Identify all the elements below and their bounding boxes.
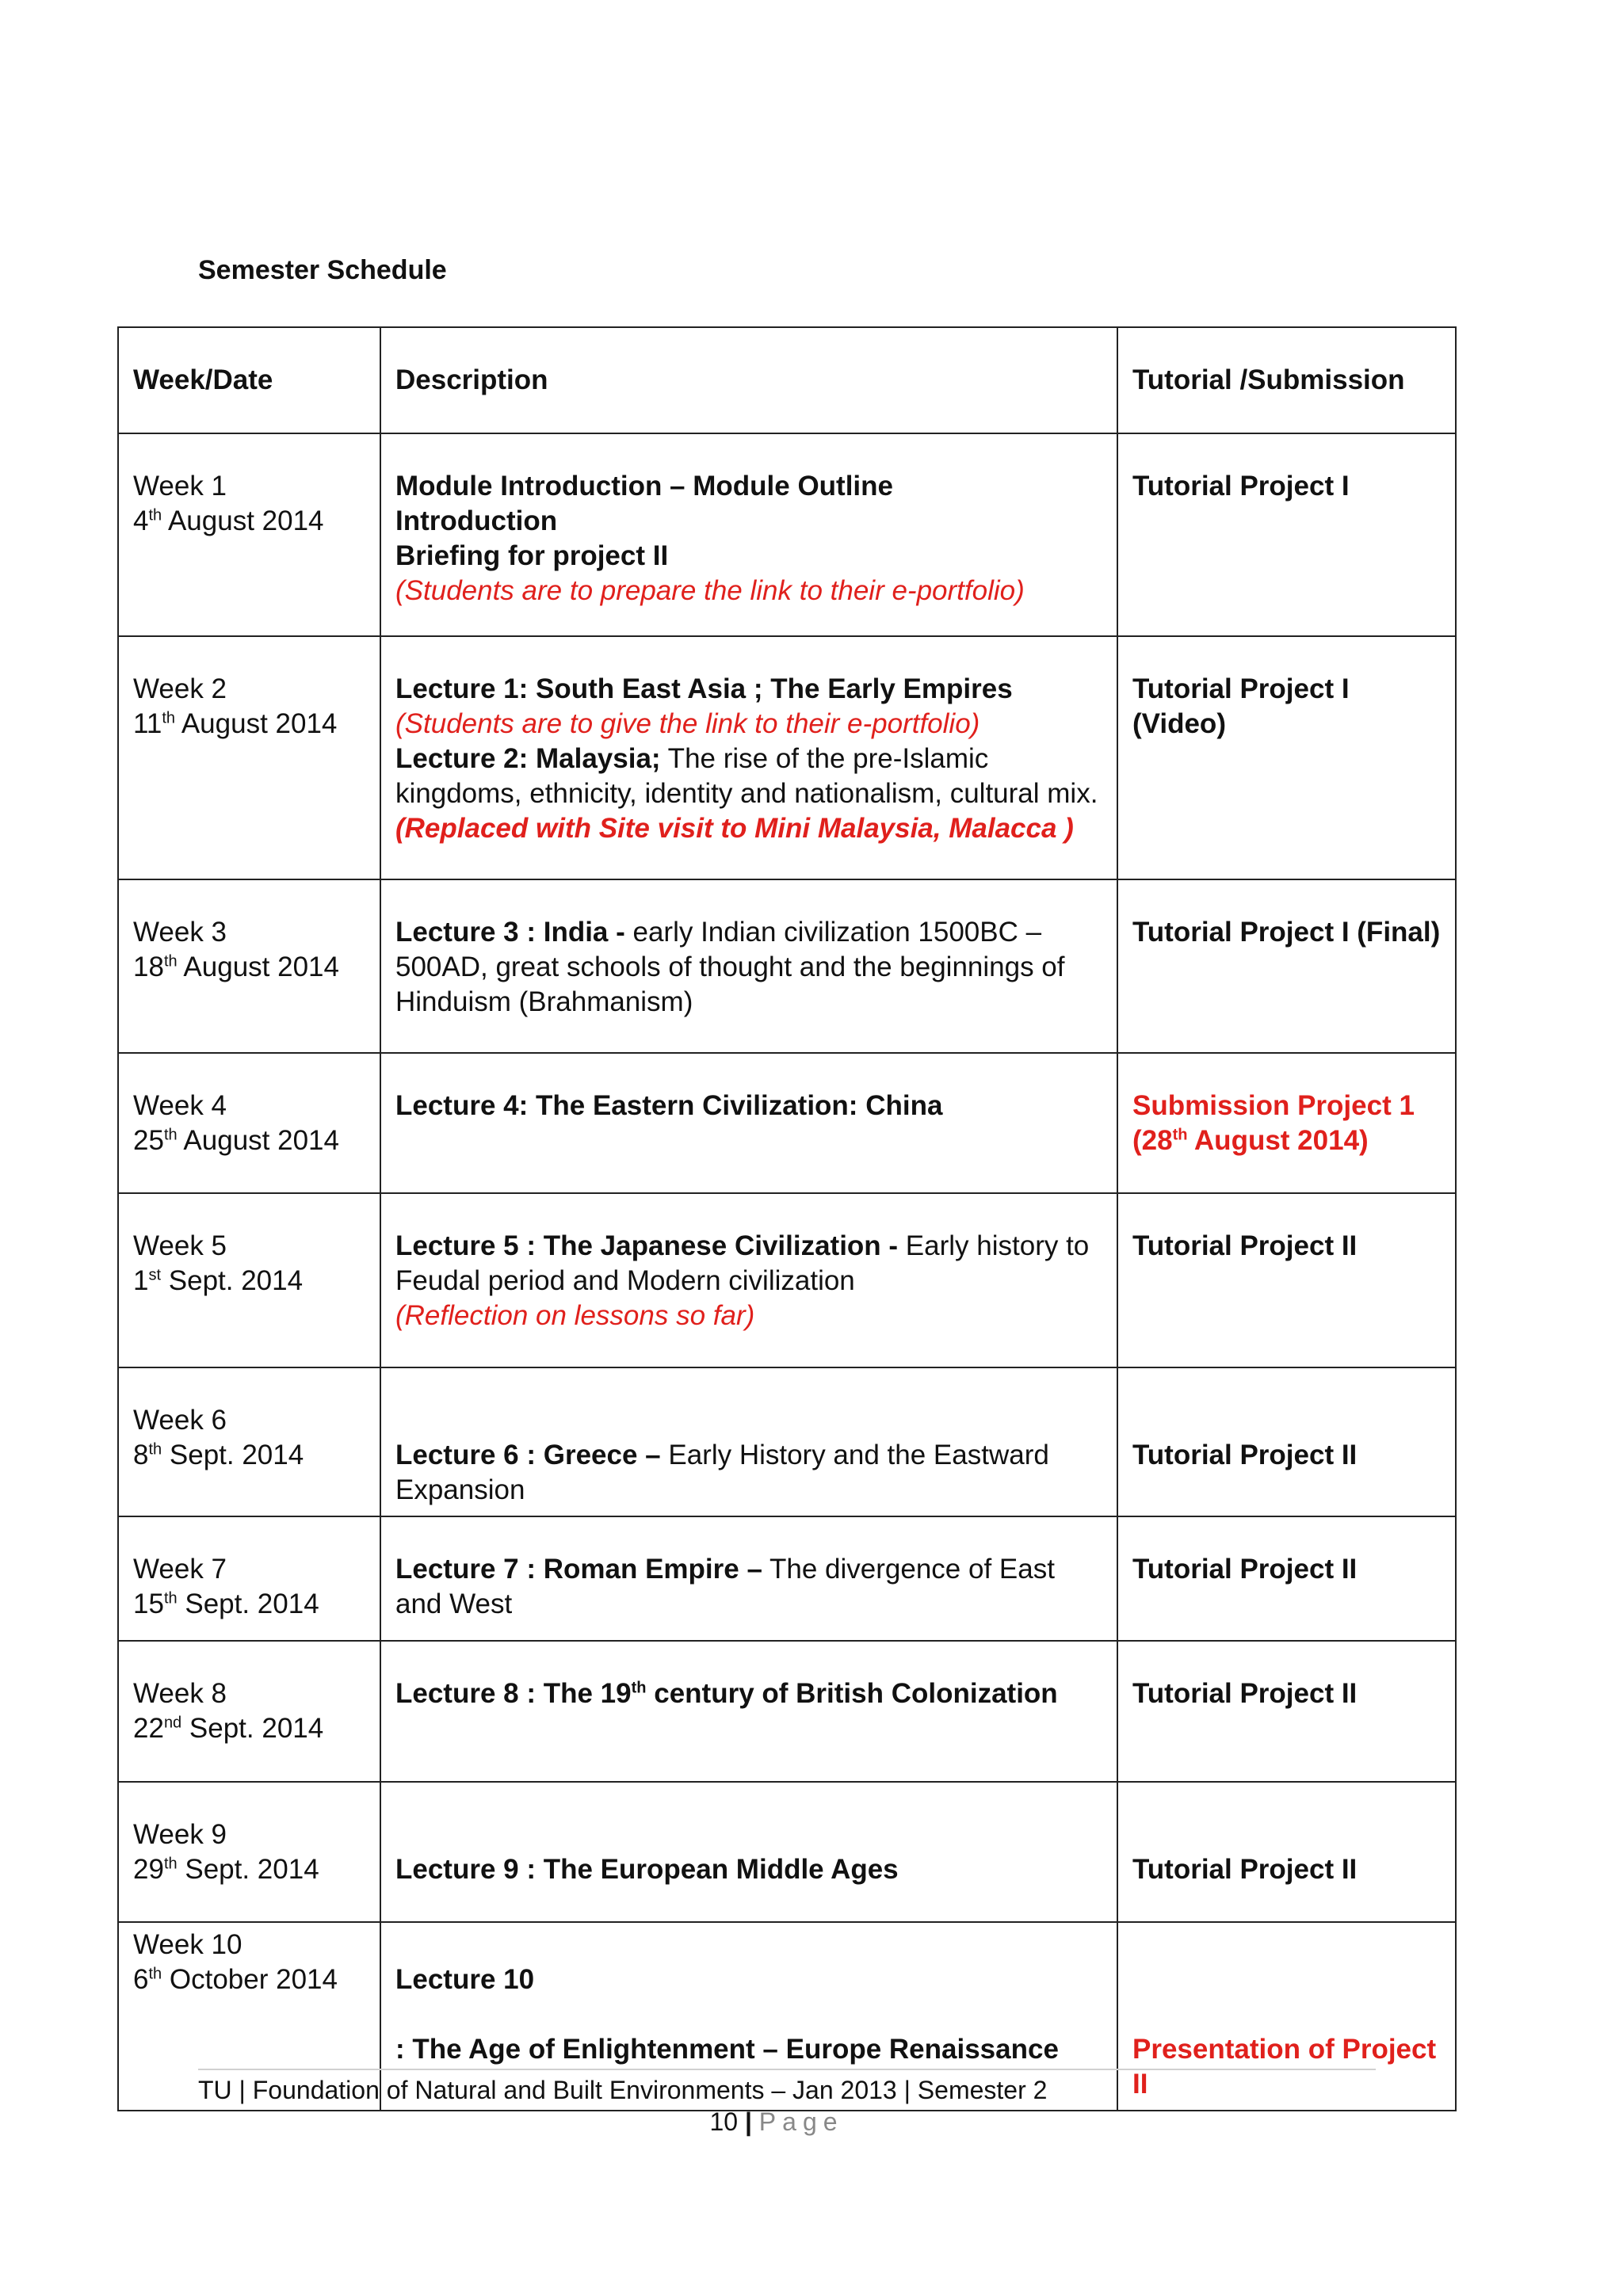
week-cell bbox=[118, 1516, 380, 1641]
week-cell bbox=[118, 433, 380, 636]
description-line: Lecture 6 : Greece – Early History and the Eastward Expansion bbox=[395, 1440, 1049, 1505]
description-cell bbox=[380, 1516, 1117, 1641]
submission-date: (28th August 2014) bbox=[1132, 1125, 1369, 1156]
week-cell bbox=[118, 879, 380, 1053]
table-row bbox=[118, 1782, 1456, 1922]
table-row bbox=[118, 1193, 1456, 1367]
table-row bbox=[118, 433, 1456, 636]
tutorial-cell bbox=[1117, 1053, 1456, 1193]
week-label: Week 3 bbox=[133, 917, 227, 948]
schedule-table bbox=[117, 326, 1457, 2111]
tutorial-cell: Tutorial Project I (Video) bbox=[1117, 636, 1456, 879]
description-cell bbox=[380, 1782, 1117, 1922]
week-date: 29th Sept. 2014 bbox=[133, 1854, 319, 1885]
description-line: Introduction bbox=[395, 505, 558, 536]
cell-spacer bbox=[395, 1403, 1102, 1438]
tutorial-cell: Tutorial Project II bbox=[1117, 1641, 1456, 1782]
tutorial-label: Tutorial Project II bbox=[1132, 1854, 1358, 1885]
week-cell bbox=[118, 1053, 380, 1193]
tutorial-cell bbox=[1117, 1922, 1456, 2111]
lecture-subtitle: : The Age of Enlightenment – Europe Renaissance bbox=[395, 2034, 1059, 2065]
header-week-date: Week/Date bbox=[118, 327, 380, 433]
table-row bbox=[118, 1367, 1456, 1516]
header-description: Description bbox=[380, 327, 1117, 433]
week-cell bbox=[118, 1641, 380, 1782]
tutorial-cell: Tutorial Project II bbox=[1117, 1516, 1456, 1641]
week-label: Week 8 bbox=[133, 1678, 227, 1709]
week-date: 8th Sept. 2014 bbox=[133, 1440, 304, 1470]
footer-divider bbox=[198, 2069, 1376, 2070]
page-separator: | bbox=[744, 2107, 752, 2136]
week-date: 4th August 2014 bbox=[133, 505, 324, 536]
submission-label: Submission Project 1 bbox=[1132, 1090, 1415, 1121]
table-row bbox=[118, 1053, 1456, 1193]
description-note: (Students are to give the link to their e-portfolio) bbox=[395, 708, 980, 739]
section-title: Semester Schedule bbox=[198, 255, 447, 285]
week-label: Week 9 bbox=[133, 1819, 227, 1850]
week-date: 11th August 2014 bbox=[133, 708, 338, 739]
description-cell bbox=[380, 636, 1117, 879]
table-row bbox=[118, 1641, 1456, 1782]
week-label: Week 5 bbox=[133, 1230, 227, 1261]
page-number bbox=[0, 2107, 1553, 2137]
presentation-label: Presentation of Project II bbox=[1132, 2034, 1437, 2100]
description-note: (Students are to prepare the link to their e-portfolio) bbox=[395, 575, 1025, 606]
tutorial-cell bbox=[1117, 1367, 1456, 1516]
description-line: Briefing for project II bbox=[395, 540, 669, 571]
cell-spacer bbox=[395, 1817, 1102, 1852]
cell-spacer bbox=[1132, 1403, 1441, 1438]
tutorial-label: Tutorial Project II bbox=[1132, 1440, 1358, 1470]
week-date: 15th Sept. 2014 bbox=[133, 1589, 319, 1619]
lecture-title: Lecture 10 bbox=[395, 1964, 535, 1995]
week-cell bbox=[118, 1367, 380, 1516]
description-cell bbox=[380, 1193, 1117, 1367]
description-line: Lecture 5 : The Japanese Civilization - Early history to Feudal period and Modern civilization bbox=[395, 1230, 1090, 1296]
description-cell bbox=[380, 879, 1117, 1053]
table-row bbox=[118, 879, 1456, 1053]
week-date: 22nd Sept. 2014 bbox=[133, 1713, 324, 1744]
description-line: Lecture 2: Malaysia; The rise of the pre-Islamic kingdoms, ethnicity, identity and nationalism, cultural mix. (Replaced with Site visit to Mini Malaysia, Malacca ) bbox=[395, 743, 1098, 844]
page-word: Page bbox=[758, 2107, 844, 2136]
week-label: Week 2 bbox=[133, 673, 227, 704]
table-row bbox=[118, 636, 1456, 879]
description-cell bbox=[380, 1367, 1117, 1516]
week-date: 6th October 2014 bbox=[133, 1964, 338, 1995]
week-cell bbox=[118, 1782, 380, 1922]
lecture-title: Module Introduction – Module Outline bbox=[395, 471, 894, 502]
week-cell bbox=[118, 636, 380, 879]
cell-spacer bbox=[395, 1997, 1102, 2032]
tutorial-cell bbox=[1117, 1782, 1456, 1922]
table-header-row bbox=[118, 327, 1456, 433]
tutorial-cell: Tutorial Project I bbox=[1117, 433, 1456, 636]
cell-spacer bbox=[1132, 1817, 1441, 1852]
lecture-title: Lecture 9 : The European Middle Ages bbox=[395, 1854, 899, 1885]
description-cell bbox=[380, 433, 1117, 636]
week-label: Week 7 bbox=[133, 1554, 227, 1585]
description-line: Lecture 3 : India - early Indian civilization 1500BC – 500AD, great schools of thought and the beginnings of Hinduism (Brahmanism) bbox=[395, 917, 1065, 1017]
lecture-title: Lecture 1: South East Asia ; The Early Empires bbox=[395, 673, 1013, 704]
header-tutorial-submission: Tutorial /Submission bbox=[1117, 327, 1456, 433]
week-date: 25th August 2014 bbox=[133, 1125, 339, 1156]
footer-text: TU | Foundation of Natural and Built Environments – Jan 2013 | Semester 2 bbox=[198, 2076, 1048, 2104]
description-line: Lecture 7 : Roman Empire – The divergence of East and West bbox=[395, 1554, 1055, 1619]
description-cell: Lecture 4: The Eastern Civilization: China bbox=[380, 1053, 1117, 1193]
week-date: 1st Sept. 2014 bbox=[133, 1265, 304, 1296]
week-date: 18th August 2014 bbox=[133, 952, 339, 982]
description-cell: Lecture 8 : The 19th century of British Colonization bbox=[380, 1641, 1117, 1782]
week-label: Week 1 bbox=[133, 471, 227, 502]
week-label: Week 10 bbox=[133, 1929, 242, 1960]
description-note: (Reflection on lessons so far) bbox=[395, 1300, 755, 1331]
week-label: Week 4 bbox=[133, 1090, 227, 1121]
week-label: Week 6 bbox=[133, 1405, 227, 1436]
tutorial-cell: Tutorial Project II bbox=[1117, 1193, 1456, 1367]
table-row bbox=[118, 1516, 1456, 1641]
page-number-value: 10 bbox=[709, 2107, 739, 2136]
week-cell bbox=[118, 1193, 380, 1367]
tutorial-cell: Tutorial Project I (Final) bbox=[1117, 879, 1456, 1053]
